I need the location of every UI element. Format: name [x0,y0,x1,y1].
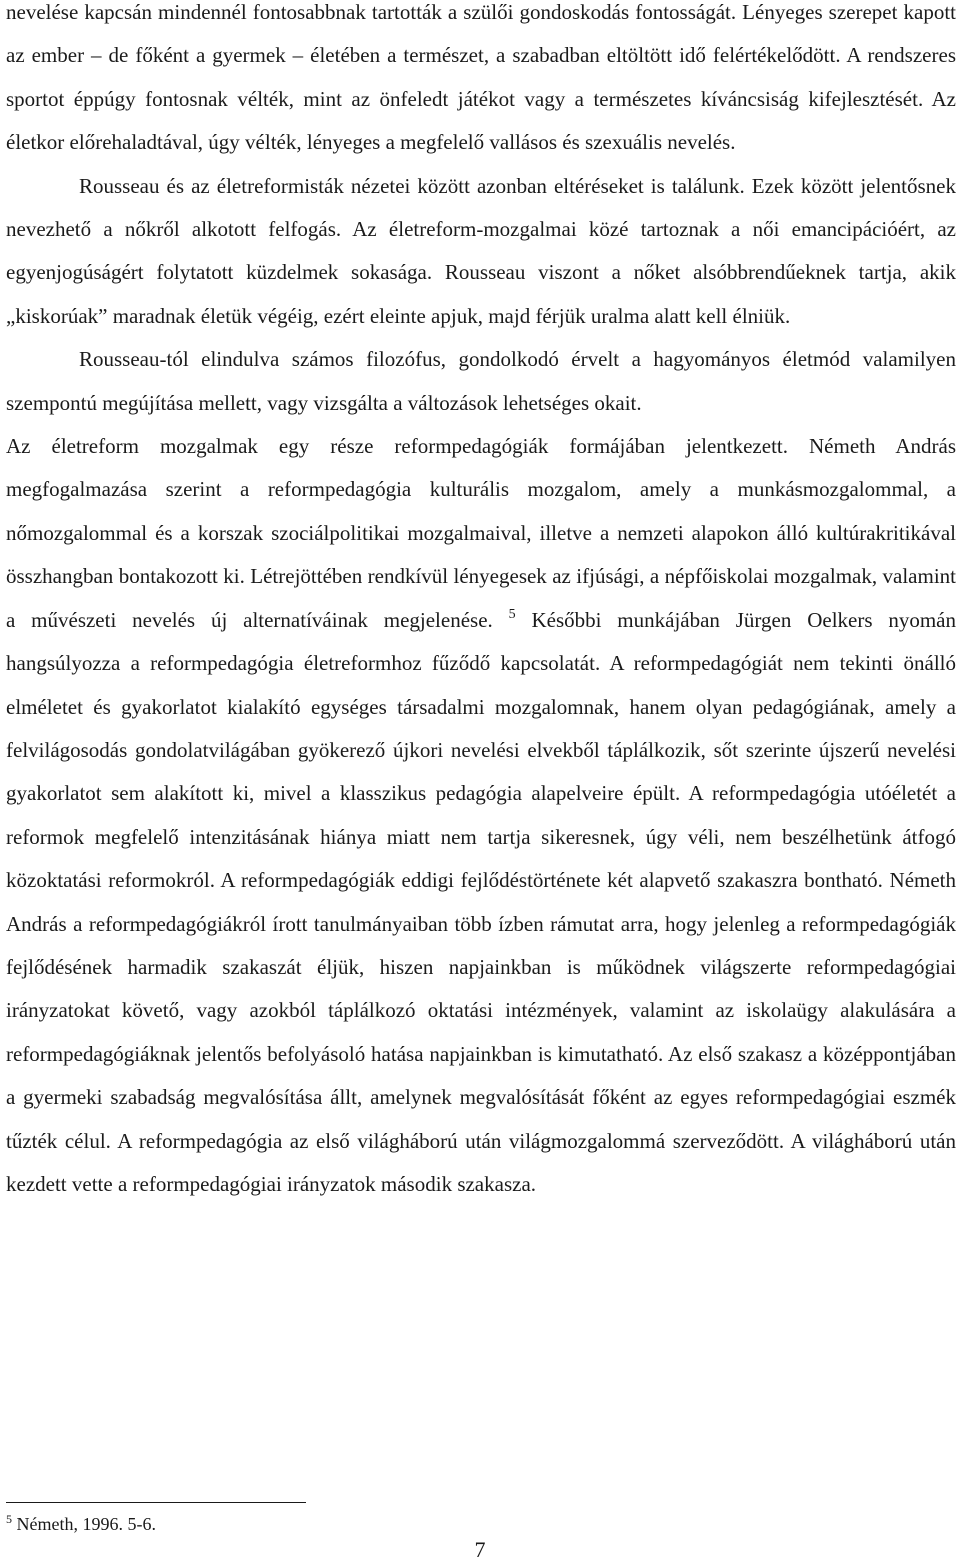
paragraph-2: Rousseau és az életreformisták nézetei között azonban eltéréseket is találunk. Ezek között jelentősnek nevezhető a nőkről alkotott felfogás. Az életreform-mozgalmai közé tartoznak a női emancipációért, az egyenjogúságért folytatott küzdelmek sokasága. Rousseau viszont a nőket alsóbbrendűeknek tartja, akik „kiskorúak” maradnak életük végéig, ezért eleinte apjuk, majd férjük uralma alatt kell élniük. [6,173,956,328]
paragraph-4-after-ref: Későbbi munkájában Jürgen Oelkers nyomán hangsúlyozza a reformpedagógia életreformhoz fűződő kapcsolatát. A reformpedagógiát nem tekinti önálló elméletet és gyakorlatot kialakító egységes társadalmi mozgalomnak, hanem olyan pedagógiának, amely a felvilágosodás gondolatvilágában gyökerező újkori nevelési elvekből táplálkozik, sőt szerinte újszerű nevelési gyakorlatot sem alakított ki, mivel a klasszikus pedagógia alapelveire épült. A reformpedagógia utóéletét a reformok megfelelő intenzitásának hiánya miatt nem tartja sikeresnek, úgy véli, nem beszélhetünk átfogó közoktatási reformokról. A reformpedagógiák eddigi fejlődéstörténete két alapvető szakaszra bontható. Németh András a reformpedagógiákról írott tanulmányaiban több ízben rámutat arra, hogy jelenleg a reformpedagógiák fejlődésének harmadik szakaszát éljük, hiszen napjainkban is működnek világszerte reformpedagógiai irányzatokat követő, vagy azokból táplálkozó oktatási intézmények, valamint az iskolaügy alakulására a reformpedagógiáknak jelentős befolyásoló hatása napjainkban is kimutatható. Az első szakasz a középpontjában a gyermeki szabadság megvalósítása állt, amelynek megvalósítását főként az egyes reformpedagógiai eszmék tűzték célul. A reformpedagógia az első világháború után világmozgalommá szerveződött. A világháború után kezdett vette a reformpedagógiai irányzatok második szakasza. [6,607,957,1196]
footnote-marker: 5 [6,1512,12,1526]
page-number: 7 [474,1537,486,1562]
footnote-separator [6,1502,306,1503]
footnote-text: Németh, 1996. 5-6. [16,1514,156,1534]
paragraph-4-before-ref: Az életreform mozgalmak egy része reformpedagógiák formájában jelentkezett. Németh András megfogalmazása szerint a reformpedagógia kulturális mozgalom, amely a munkásmozgalommal, a nőmozgalommal és a korszak szociálpolitikai mozgalmaival, illetve a nemzeti alapokon álló kultúrakritikával összhangban bontakozott ki. Létrejöttében rendkívül lényegesek az ifjúsági, a népfőiskolai mozgalmak, valamint a művészeti nevelés új alternatíváinak megjelenése. [6,434,956,632]
footnote-reference: 5 [508,606,516,622]
paragraph-3: Rousseau-tól elindulva számos filozófus, gondolkodó érvelt a hagyományos életmód valamilyen szempontú megújítása mellett, vagy vizsgálta a változások lehetséges okait. [6,347,956,415]
paragraph-1: nevelése kapcsán mindennél fontosabbnak tartották a szülői gondoskodás fontosságát. Lényeges szerepet kapott az ember – de főként a gyermek – életében a természet, a szabadban eltöltött idő felértékelődött. A rendszeres sportot éppúgy fontosnak vélték, mint az önfeledt játékot vagy a természetes kíváncsiság kifejlesztését. Az életkor előrehaladtával, úgy vélték, lényeges a megfelelő vallásos és szexuális nevelés. [6,0,956,155]
document-body [6,0,956,1206]
paragraph-4 [6,425,956,1206]
footnote [6,1512,156,1536]
